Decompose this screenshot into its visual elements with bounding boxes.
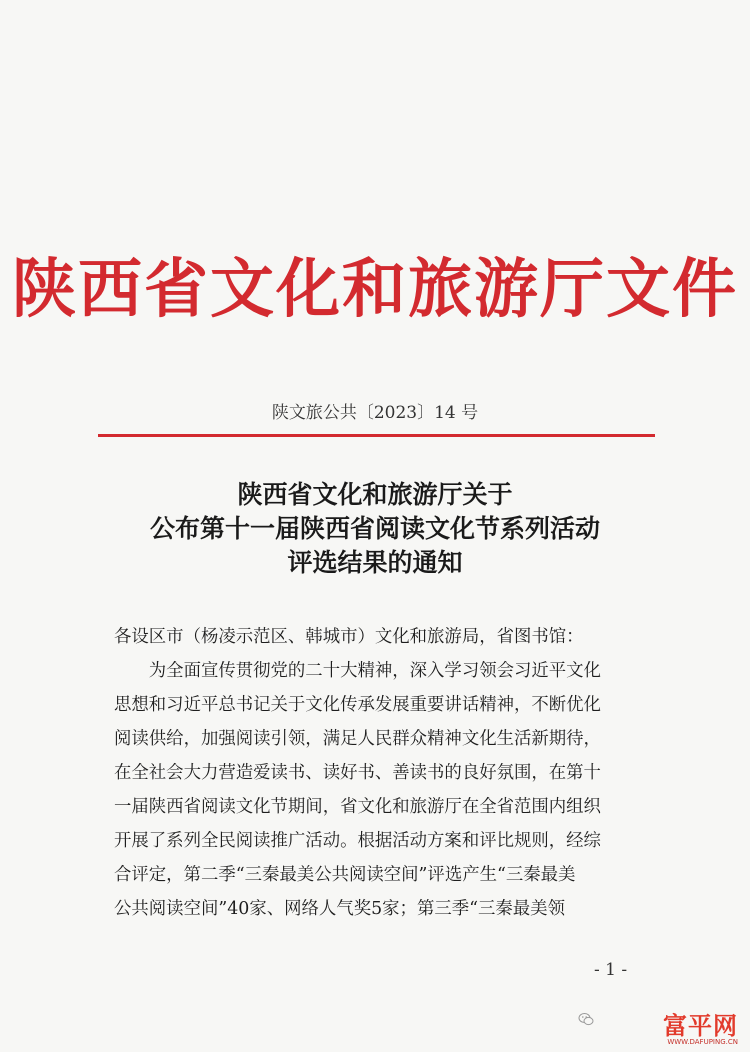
- site-watermark: [596, 1004, 746, 1048]
- body-line: 为全面宣传贯彻党的二十大精神，深入学习领会习近平文化: [114, 661, 601, 681]
- body-line: 在全社会大力营造爱读书、读好书、善读书的良好氛围，在第十: [114, 763, 601, 783]
- body-line: 合评定，第二季“三秦最美公共阅读空间”评选产生“三秦最美: [114, 865, 576, 885]
- body-line: 开展了系列全民阅读推广活动。根据活动方案和评比规则，经综: [114, 831, 601, 851]
- body-line: 阅读供给，加强阅读引领，满足人民群众精神文化生活新期待，: [114, 729, 601, 749]
- document-number: 陕文旅公共〔2023〕14 号: [271, 403, 479, 423]
- title-line: 评选结果的通知: [287, 548, 463, 577]
- watermark-logo-text: 富平网: [663, 1012, 738, 1040]
- body-line: 公共阅读空间”40家、网络人气奖5家；第三季“三秦最美领: [114, 899, 565, 919]
- wechat-icon: [578, 1011, 594, 1027]
- document-masthead: 陕西省文化和旅游厅文件: [12, 252, 738, 327]
- body-line: 一届陕西省阅读文化节期间，省文化和旅游厅在全省范围内组织: [114, 797, 601, 817]
- notice-body: [114, 620, 654, 926]
- title-line: 陕西省文化和旅游厅关于: [237, 480, 513, 509]
- red-divider-line: [98, 434, 655, 437]
- watermark-url: WWW.DAFUPING.CN: [667, 1038, 738, 1046]
- body-line: 思想和习近平总书记关于文化传承发展重要讲话精神，不断优化: [114, 695, 601, 715]
- body-line-salutation: 各设区市（杨凌示范区、韩城市）文化和旅游局，省图书馆：: [114, 627, 584, 647]
- title-line: 公布第十一届陕西省阅读文化节系列活动: [149, 514, 600, 543]
- notice-title: [0, 478, 750, 580]
- page-number: - 1 -: [594, 960, 628, 980]
